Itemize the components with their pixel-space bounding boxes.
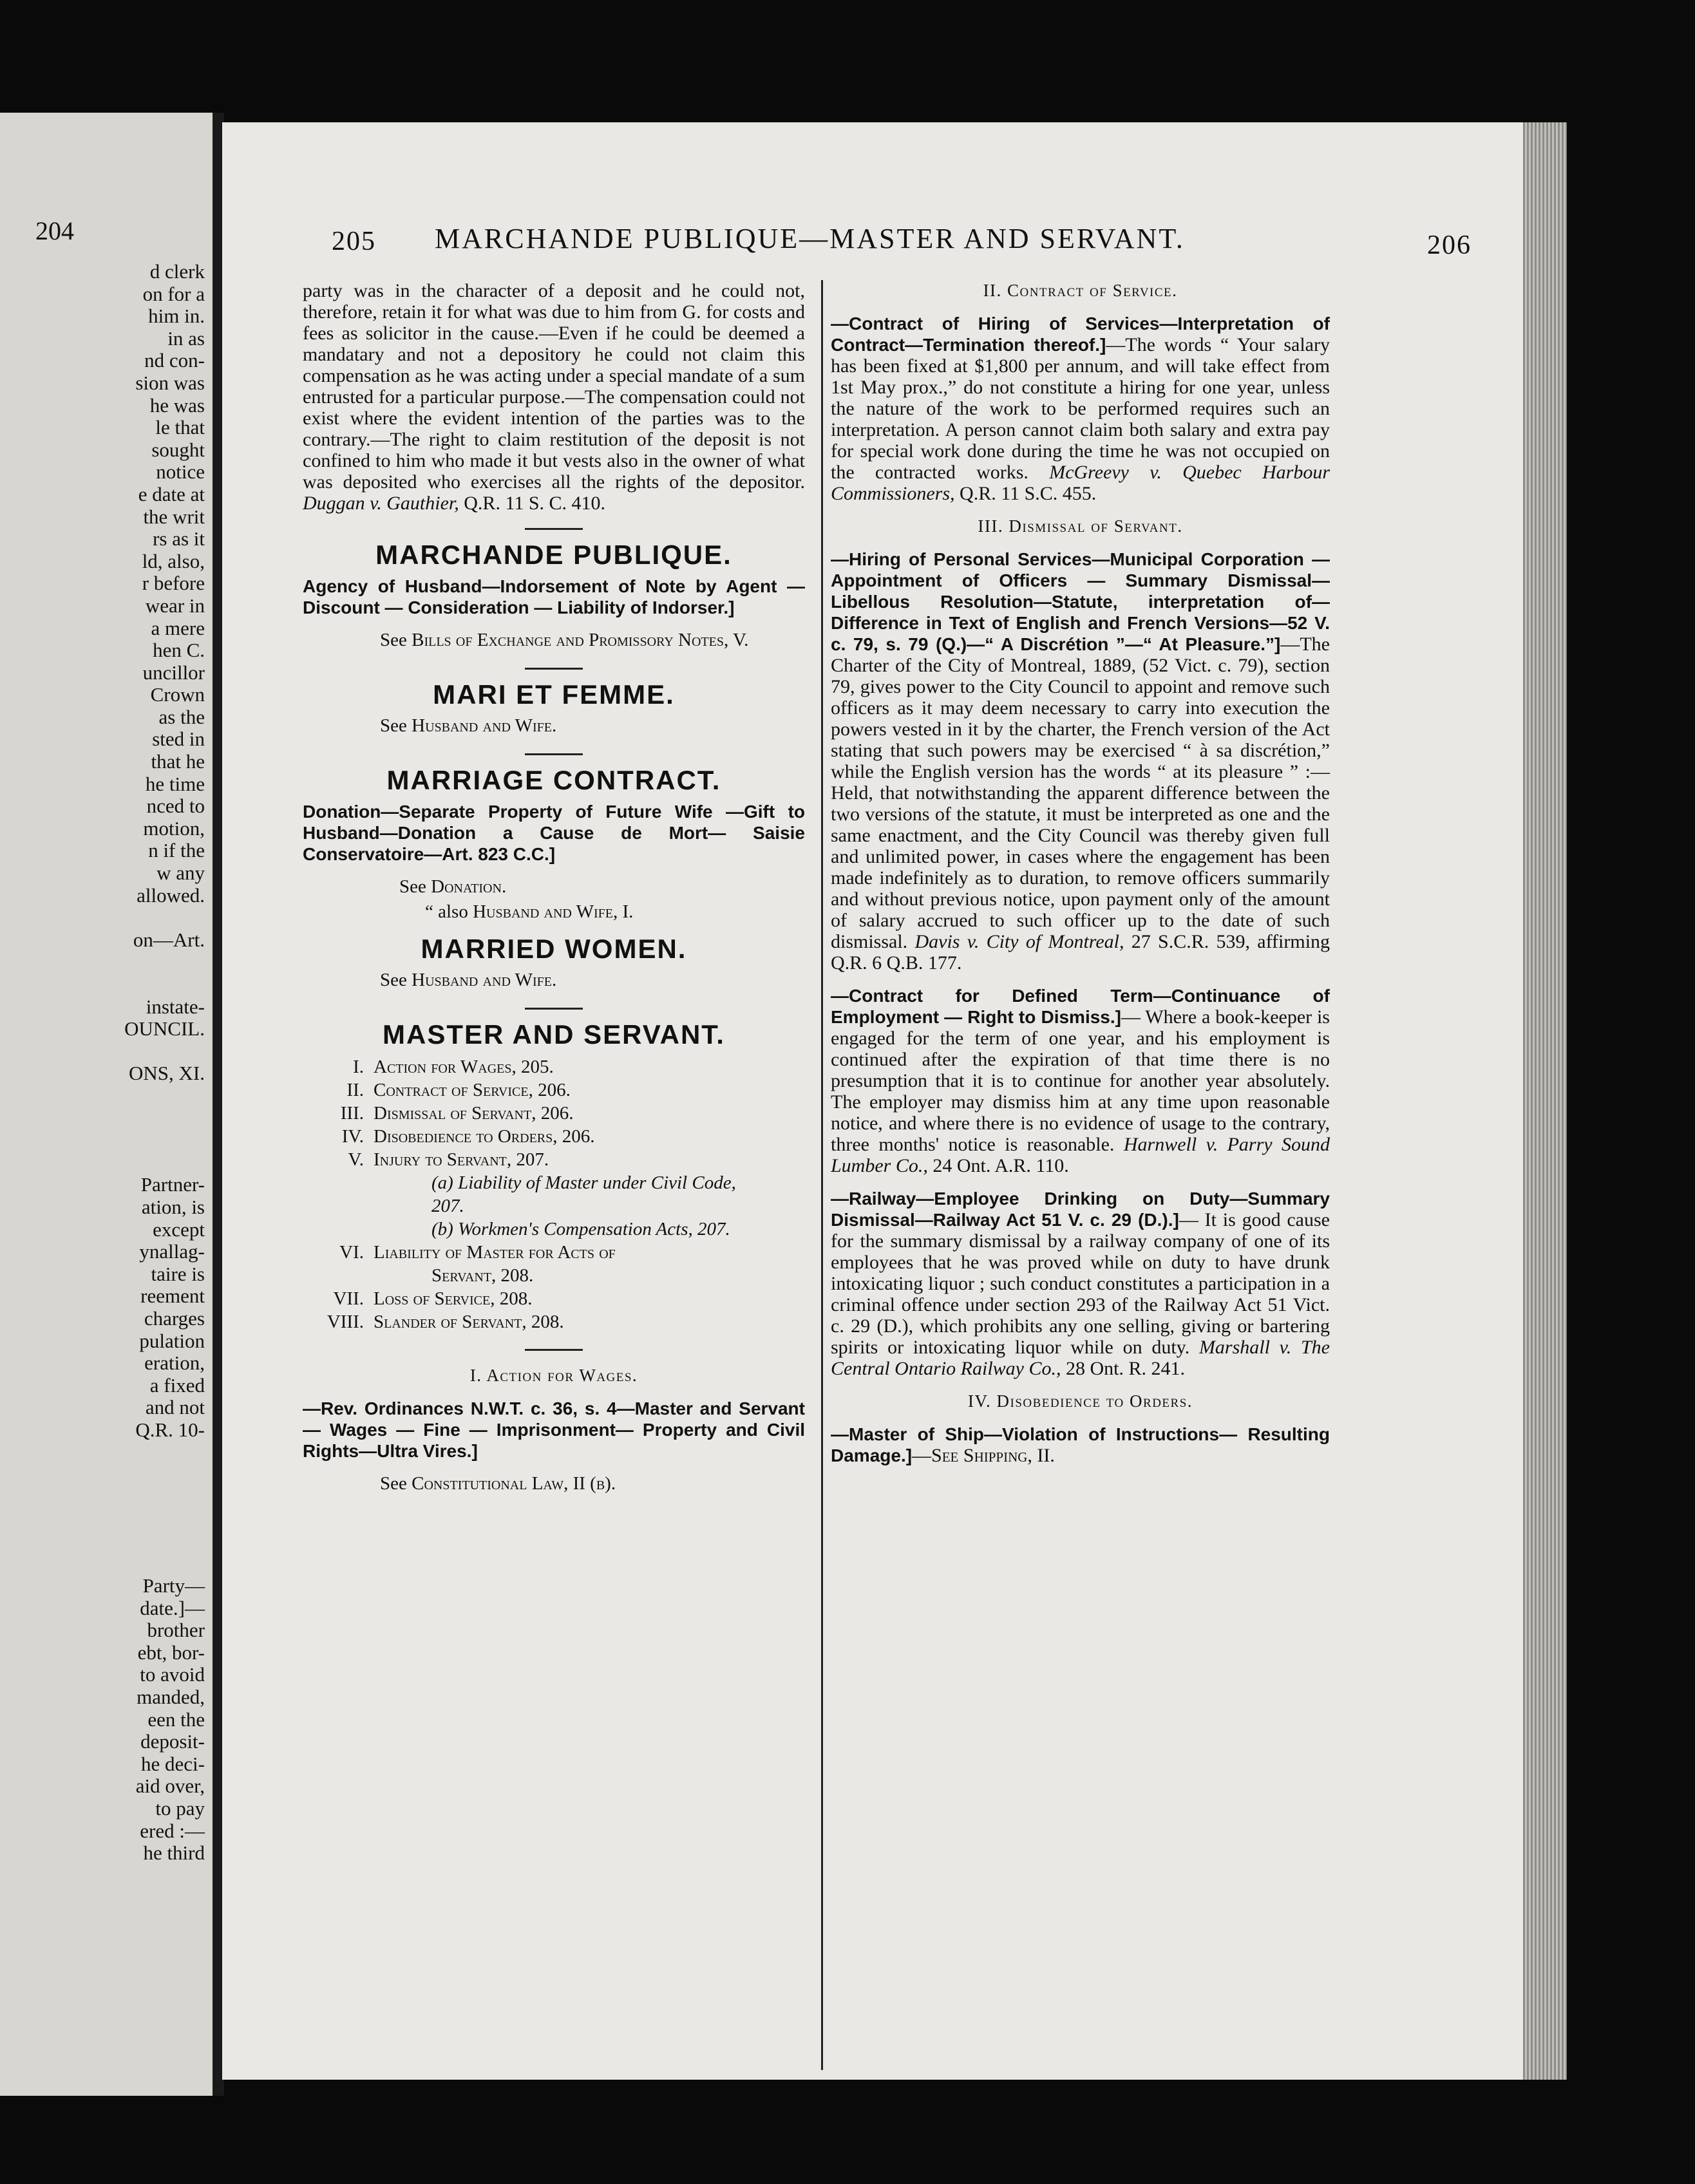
contents-continuation: Servant, 208. <box>431 1265 534 1286</box>
fragment-line: motion, <box>143 816 205 840</box>
fragment-line: as the <box>158 705 205 728</box>
fragment-line: a mere <box>151 616 205 639</box>
contents-subitem: (a) Liability of Master under Civil Code, <box>431 1172 736 1193</box>
fragment-line: le that <box>155 416 205 439</box>
fragment-line: OUNCIL. <box>124 1017 205 1040</box>
fragment-line: brother <box>147 1619 205 1642</box>
continued-paragraph: party was in the character of a deposit and he could not, therefore, retain it for what was due to him from G. for costs and fees as solicitor in the cause.—Even if he could be deemed a mandatary and not a depository he could not claim this compensation as he was acting under a special mandate of a sum entrusted for a particular purpose.—The compensation could not exist where the evident intention of the parties was to the contrary.—The right to claim restitution of the deposit is not confined to him who made it but vests also in the owner of what was deposited who exercises all the rights of the depositor. Duggan v. Gauthier, Q.R. 11 S. C. 410. <box>303 280 805 514</box>
fragment-line: instate- <box>146 995 205 1018</box>
subsection-title: I. Action for Wages. <box>469 1366 638 1385</box>
section-rule <box>525 1349 583 1351</box>
contents-numeral: I. <box>353 1057 364 1077</box>
contents-label: Dismissal of Servant, 206. <box>374 1103 574 1124</box>
fragment-line: that he <box>151 750 205 773</box>
contents-subitem: (b) Workmen's Compensation Acts, 207. <box>431 1219 730 1239</box>
fragment-line: uncillor <box>142 661 205 684</box>
contents-numeral: VI. <box>339 1242 364 1263</box>
fragment-line <box>124 1085 205 1107</box>
left-column <box>303 280 805 1511</box>
case-citation: McGreevy v. Quebec Harbour Commissioners, <box>831 462 1330 504</box>
page-number-right: 206 <box>1427 231 1472 260</box>
contents-item <box>303 1287 805 1310</box>
contents-item <box>303 1241 805 1264</box>
cross-reference: See Husband and Wife. <box>380 970 557 990</box>
case-paragraph: —Contract of Hiring of Services—Interpretation of Contract—Termination thereof.]—The words “ Your salary has been fixed at $1,800 per annum, and will take effect from 1st May prox.,” do not constitute a hiring for one year, unless the nature of the work to be performed requires such an interpretation. A person cannot claim both salary and extra pay for special work done during the time he was not occupied on the contracted works. McGreevy v. Quebec Harbour Commissioners, Q.R. 11 S.C. 455. <box>831 314 1330 504</box>
cross-reference: “ also Husband and Wife, I. <box>425 901 634 922</box>
page-edges <box>1523 122 1567 2080</box>
case-reference: Q.R. 11 S. C. 410. <box>464 493 606 514</box>
fragment-line <box>124 1152 205 1174</box>
fragment-line <box>124 1552 205 1575</box>
fragment-line <box>124 1129 205 1152</box>
contents-label: Liability of Master for Acts of <box>374 1242 616 1263</box>
contents-item <box>303 1125 805 1148</box>
fragment-line: sion was <box>135 371 205 394</box>
fragment-line: in as <box>167 326 205 350</box>
contents-numeral: V. <box>348 1149 364 1170</box>
fragment-line: a fixed <box>149 1373 205 1397</box>
fragment-line: Partner- <box>140 1173 205 1196</box>
section-title-marchande-publique: MARCHANDE PUBLIQUE. <box>375 540 732 570</box>
fragment-line: date.]— <box>140 1596 205 1619</box>
contents-numeral: VIII. <box>327 1312 364 1332</box>
case-paragraph: —Hiring of Personal Services—Municipal Corporation — Appointment of Officers — Summary Dismissal—Libellous Resolution—Statute, interpretation of—Difference in Text of English and French Versions—52 V. c. 79, s. 79 (Q.)—“ A Discrétion ”—“ At Pleasure.”]—The Charter of the City of Montreal, 1889, (52 Vict. c. 79), section 79, gives power to the City Council to appoint and remove such officers as it may deem necessary to carry into execution the powers vested in it by the charter, the French version of the Act stating that such powers may be exercised “ à sa discrétion,” while the English version has the words “ at its pleasure ” :— Held, that notwithstanding the apparent difference between the two versions of the statute, it must be interpreted as one and the same enactment, and the City Council was thereby given full and unlimited power, in cases where the engagement has been made indefinitely as to duration, to remove officers summarily and without previous notice, upon payment only of the amount of salary accrued to such officer up to the date of such dismissal. Davis v. City of Montreal, 27 S.C.R. 539, affirming Q.R. 6 Q.B. 177. <box>831 549 1330 974</box>
fragment-line: Q.R. 10- <box>135 1418 205 1441</box>
contents-item <box>303 1055 805 1078</box>
contents-item <box>303 1310 805 1333</box>
subsection-title: II. Contract of Service. <box>983 281 1178 300</box>
contents-label: Injury to Servant, 207. <box>374 1149 549 1170</box>
fragment-line: d clerk <box>149 260 205 283</box>
case-citation: Duggan v. Gauthier, <box>303 493 459 514</box>
section-title-mari-et-femme: MARI ET FEMME. <box>433 679 675 710</box>
fragment-line <box>124 1486 205 1509</box>
section-rule <box>525 753 583 755</box>
fragment-line: e date at <box>138 482 205 505</box>
case-paragraph: —Master of Ship—Violation of Instructions— Resulting Damage.]—See Shipping, II. <box>831 1424 1330 1466</box>
fragment-line: n if the <box>148 839 205 862</box>
fragment-line: allowed. <box>137 883 205 907</box>
case-paragraph: —Contract for Defined Term—Continuance of Employment — Right to Dismiss.]— Where a book-keeper is engaged for the term of one year, and his employment is continued after the expiration of that time there is no presumption that it is to continue for another year absolutely. The employer may dismiss him at any time upon reasonable notice, and where there is no evidence of usage to the contrary, three months' notice is reasonable. Harnwell v. Parry Sound Lumber Co., 24 Ont. A.R. 110. <box>831 986 1330 1176</box>
headnote: Agency of Husband—Indorsement of Note by Agent — Discount — Consideration — Liability of Indorser.] <box>303 576 805 617</box>
fragment-line: pulation <box>139 1329 205 1352</box>
fragment-line: ynallag- <box>139 1240 205 1263</box>
fragment-line <box>124 1441 205 1464</box>
fragment-line <box>124 907 205 929</box>
fragment-line: nd con- <box>144 349 205 372</box>
adjacent-page-fragment <box>0 113 213 2096</box>
fragment-line: to avoid <box>140 1663 205 1686</box>
fragment-line: deposit- <box>140 1730 205 1753</box>
section-rule <box>525 1008 583 1010</box>
fragment-line: een the <box>147 1708 205 1731</box>
fragment-line: on for a <box>142 282 205 305</box>
fragment-line: r before <box>142 572 205 595</box>
contents-item <box>303 1148 805 1171</box>
fragment-line <box>124 974 205 996</box>
left-page-text-fragments <box>124 261 205 1865</box>
fragment-line: aid over, <box>135 1774 205 1798</box>
fragment-line: the writ <box>143 505 205 528</box>
fragment-line: ONS, XI. <box>129 1062 205 1085</box>
fragment-line <box>124 951 205 974</box>
contents-item <box>303 1078 805 1102</box>
section-title-married-women: MARRIED WOMEN. <box>421 934 687 964</box>
fragment-line: w any <box>156 861 205 885</box>
section-rule <box>525 668 583 670</box>
fragment-line: Party— <box>142 1574 205 1597</box>
fragment-line: notice <box>156 460 205 484</box>
running-header <box>332 222 1472 267</box>
cross-reference: See Bills of Exchange and Promissory Notes, V. <box>380 630 749 650</box>
section-rule <box>525 528 583 530</box>
contents-label: Slander of Servant, 208. <box>374 1312 564 1332</box>
fragment-line: rs as it <box>153 527 205 551</box>
fragment-line: and not <box>145 1396 205 1419</box>
fragment-line: except <box>153 1218 205 1241</box>
fragment-line: taire is <box>151 1262 205 1285</box>
contents-label: Contract of Service, 206. <box>374 1080 571 1100</box>
fragment-line: he deci- <box>141 1752 205 1775</box>
headnote: Donation—Separate Property of Future Wife —Gift to Husband—Donation a Cause de Mort— Saisie Conservatoire—Art. 823 C.C.] <box>303 802 805 864</box>
contents-numeral: IV. <box>341 1126 364 1147</box>
fragment-line: on—Art. <box>133 928 205 951</box>
fragment-line: Crown <box>150 683 205 706</box>
contents-label: Action for Wages, 205. <box>374 1057 554 1077</box>
fragment-line: ation, is <box>141 1195 205 1218</box>
fragment-line: he was <box>149 393 205 417</box>
fragment-line: wear in <box>145 594 205 617</box>
cross-reference: See Constitutional Law, II (b). <box>380 1473 616 1494</box>
section-contents <box>303 1055 805 1333</box>
contents-numeral: III. <box>340 1103 364 1124</box>
fragment-line: eration, <box>144 1351 205 1375</box>
section-title-master-and-servant: MASTER AND SERVANT. <box>383 1019 725 1050</box>
fragment-line <box>124 1530 205 1553</box>
contents-subitem-page: 207. <box>431 1196 464 1216</box>
fragment-line <box>124 1107 205 1130</box>
contents-numeral: II. <box>346 1080 364 1100</box>
subsection-title: III. Dismissal of Servant. <box>978 516 1183 536</box>
fragment-line <box>124 1040 205 1063</box>
contents-item <box>303 1102 805 1125</box>
fragment-line: ered :— <box>140 1819 205 1842</box>
subsection-title: IV. Disobedience to Orders. <box>967 1391 1193 1411</box>
left-page-number: 204 <box>35 216 74 245</box>
fragment-line: him in. <box>148 305 205 328</box>
fragment-line <box>124 1508 205 1530</box>
fragment-line: charges <box>144 1306 205 1330</box>
right-column <box>831 280 1330 1478</box>
case-citation: Davis v. City of Montreal, <box>914 931 1124 952</box>
cross-reference: See Donation. <box>399 876 507 897</box>
headnote: —Rev. Ordinances N.W.T. c. 36, s. 4—Master and Servant — Wages — Fine — Imprisonment— Property and Civil Rights—Ultra Vires.] <box>303 1398 805 1461</box>
contents-numeral: VII. <box>333 1288 364 1309</box>
fragment-line: ebt, bor- <box>137 1641 205 1664</box>
contents-label: Disobedience to Orders, 206. <box>374 1126 595 1147</box>
case-citation: Marshall v. The Central Ontario Railway Co., <box>831 1337 1330 1379</box>
fragment-line: hen C. <box>153 639 205 662</box>
page-number-left: 205 <box>332 227 376 256</box>
fragment-line: reement <box>140 1285 205 1308</box>
column-divider <box>821 280 823 2070</box>
case-citation: Harnwell v. Parry Sound Lumber Co., <box>831 1134 1330 1176</box>
fragment-line: he third <box>143 1841 205 1865</box>
cross-reference: See Husband and Wife. <box>380 715 557 736</box>
running-title: MARCHANDE PUBLIQUE—MASTER AND SERVANT. <box>435 223 1185 254</box>
book-page <box>222 122 1523 2080</box>
section-title-marriage-contract: MARRIAGE CONTRACT. <box>386 765 721 795</box>
fragment-line: he time <box>145 772 205 795</box>
fragment-line: sought <box>151 438 205 461</box>
fragment-line: manded, <box>137 1686 205 1708</box>
fragment-line <box>124 1464 205 1486</box>
fragment-line: ld, also, <box>142 549 205 572</box>
fragment-line: to pay <box>155 1796 205 1820</box>
fragment-line: sted in <box>152 728 205 751</box>
case-paragraph: —Railway—Employee Drinking on Duty—Summary Dismissal—Railway Act 51 V. c. 29 (D.).]— It is good cause for the summary dismissal by a railway company of one of its employees that he was proved while on duty to have drunk intoxicating liquor ; such conduct constitutes a participation in a criminal offence under section 293 of the Railway Act 51 Vict. c. 29 (D.), which prohibits any one selling, giving or bartering spirits or intoxicating liquor while on duty. Marshall v. The Central Ontario Railway Co., 28 Ont. R. 241. <box>831 1189 1330 1379</box>
fragment-line: nced to <box>146 795 205 818</box>
contents-label: Loss of Service, 208. <box>374 1288 533 1309</box>
